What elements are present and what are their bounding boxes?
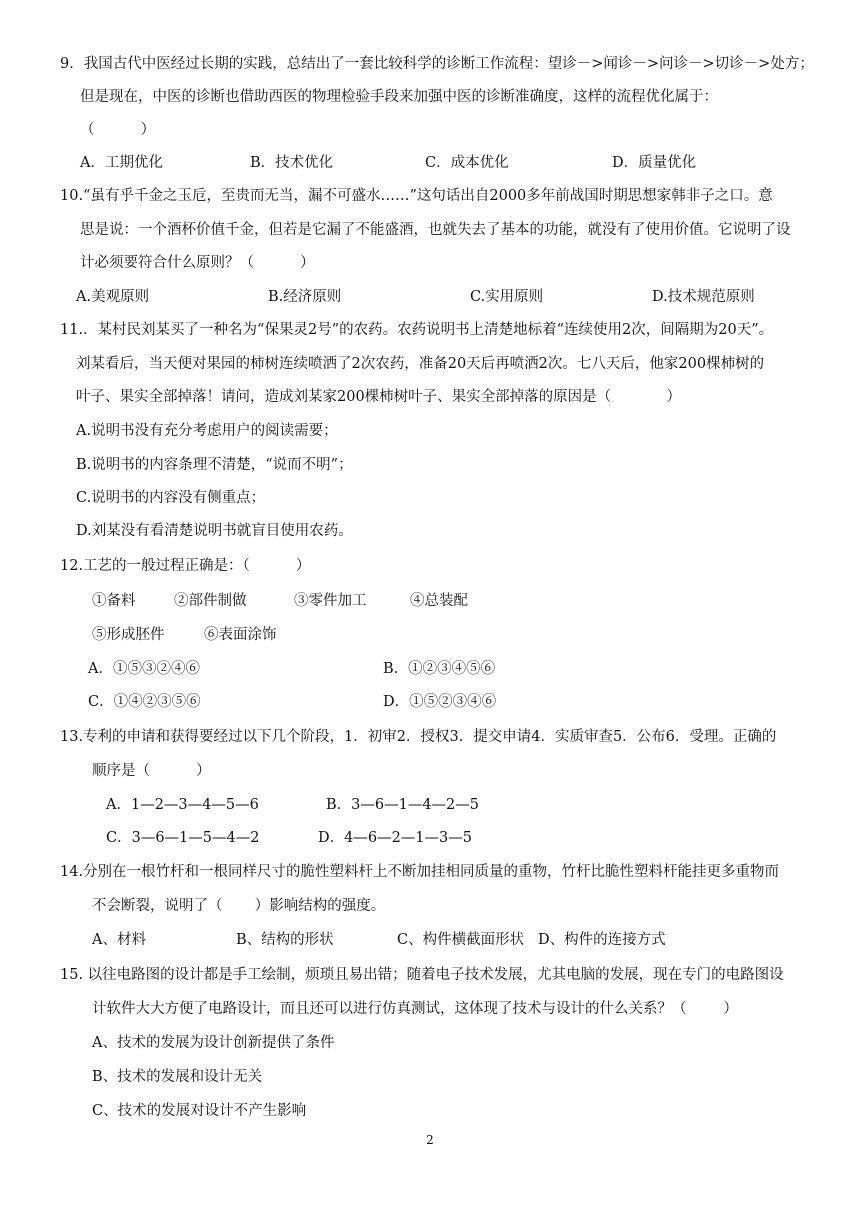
q15-option-c: C、技术的发展对设计不产生影响 <box>92 1103 307 1119</box>
q11-option-a: A.说明书没有充分考虑用户的阅读需要； <box>76 423 338 439</box>
q9-option-a: A．工期优化 <box>80 155 163 171</box>
q9-option-b: B．技术优化 <box>250 155 334 171</box>
q9-option-c: C．成本优化 <box>425 155 509 171</box>
q11-option-d: D.刘某没有看清楚说明书就盲目使用农药。 <box>76 523 353 539</box>
page-number: 2 <box>426 1133 434 1147</box>
q14-option-c: C、构件横截面形状 <box>397 932 525 948</box>
q12-option-c: C．①④②③⑤⑥ <box>88 694 201 710</box>
q13-line-2: 顺序是（ ） <box>92 763 211 779</box>
q12-option-d: D．①⑤②③④⑥ <box>383 694 497 710</box>
q14-option-d: D、构件的连接方式 <box>538 932 666 948</box>
q10-option-b: B.经济原则 <box>268 289 342 305</box>
q13-option-d: D．4—6—2—1—3—5 <box>318 830 472 846</box>
q13-option-b: B．3—6—1—4—2—5 <box>326 797 480 813</box>
q13-option-a: A．1—2—3—4—5—6 <box>106 797 259 813</box>
q14-line-1: 14.分别在一根竹杆和一根同样尺寸的脆性塑料杆上不断加挂相同质量的重物，竹杆比脆性塑料杆能挂更多重物而 <box>60 864 780 880</box>
q15-option-b: B、技术的发展和设计无关 <box>92 1069 263 1085</box>
q11-option-b: B.说明书的内容条理不清楚，“说而不明”； <box>76 457 353 473</box>
q13-line-1: 13.专利的申请和获得要经过以下几个阶段，1．初审2．授权3．提交申请4．实质审查5．公布6．受理。正确的 <box>60 729 777 745</box>
q10-line-1: 10.“虽有乎千金之玉卮，至贵而无当，漏不可盛水……”这句话出自2000多年前战国时期思想家韩非子之口。意 <box>60 188 773 204</box>
q10-line-2: 思是说：一个酒杯价值千金，但若是它漏了不能盛酒，也就失去了基本的功能，就没有了使用价值。它说明了设 <box>80 222 791 238</box>
q9-option-d: D．质量优化 <box>612 155 697 171</box>
q15-line-1: 15. 以往电路图的设计都是手工绘制，烦琐且易出错；随着电子技术发展，尤其电脑的发展，现在专门的电路图设 <box>60 967 784 983</box>
q15-line-2: 计软件大大方便了电路设计，而且还可以进行仿真测试，这体现了技术与设计的什么关系？（ ） <box>92 1001 738 1017</box>
q12-line-1: 12.工艺的一般过程正确是：（ ） <box>60 558 311 574</box>
q11-line-1: 11.．某村民刘某买了一种名为“保果灵2号”的农药。农药说明书上清楚地标着“连续使用2次，间隔期为20天”。 <box>60 322 774 338</box>
q15-option-a: A、技术的发展为设计创新提供了条件 <box>92 1035 335 1051</box>
q10-option-a: A.美观原则 <box>76 289 150 305</box>
q14-line-2: 不会断裂，说明了（ ）影响结构的强度。 <box>92 898 386 914</box>
q9-answer-blank: （ ） <box>80 122 156 138</box>
q10-option-d: D.技术规范原则 <box>652 289 755 305</box>
q12-step-2: ②部件制做 <box>174 593 247 609</box>
q13-option-c: C．3—6—1—5—4—2 <box>106 830 260 846</box>
q12-step-5: ⑤形成胚件 <box>92 627 165 643</box>
q14-option-a: A、材料 <box>92 932 146 948</box>
q10-line-3: 计必须要符合什么原则？（ ） <box>80 255 315 271</box>
q11-option-c: C.说明书的内容没有侧重点； <box>76 490 266 506</box>
q12-option-b: B．①②③④⑤⑥ <box>383 661 496 677</box>
q12-step-3: ③零件加工 <box>294 593 367 609</box>
q12-option-a: A．①⑤③②④⑥ <box>88 661 200 677</box>
q14-option-b: B、结构的形状 <box>236 932 334 948</box>
q12-step-6: ⑥表面涂饰 <box>204 627 277 643</box>
q10-option-c: C.实用原则 <box>470 289 544 305</box>
q11-line-3: 叶子、果实全部掉落！请问，造成刘某家200棵柿树叶子、果实全部掉落的原因是（ ） <box>76 389 681 405</box>
q11-line-2: 刘某看后，当天便对果园的柿树连续喷洒了2次农药，准备20天后再喷洒2次。七八天后，他家200棵柿树的 <box>76 356 765 372</box>
q9-line-1: 9．我国古代中医经过长期的实践，总结出了一套比较科学的诊断工作流程：望诊－>闻诊－>问诊－>切诊－>处方； <box>60 56 814 72</box>
q12-step-1: ①备料 <box>92 593 136 609</box>
q12-step-4: ④总装配 <box>410 593 468 609</box>
q9-line-2: 但是现在，中医的诊断也借助西医的物理检验手段来加强中医的诊断准确度，这样的流程优化属于： <box>80 89 718 105</box>
